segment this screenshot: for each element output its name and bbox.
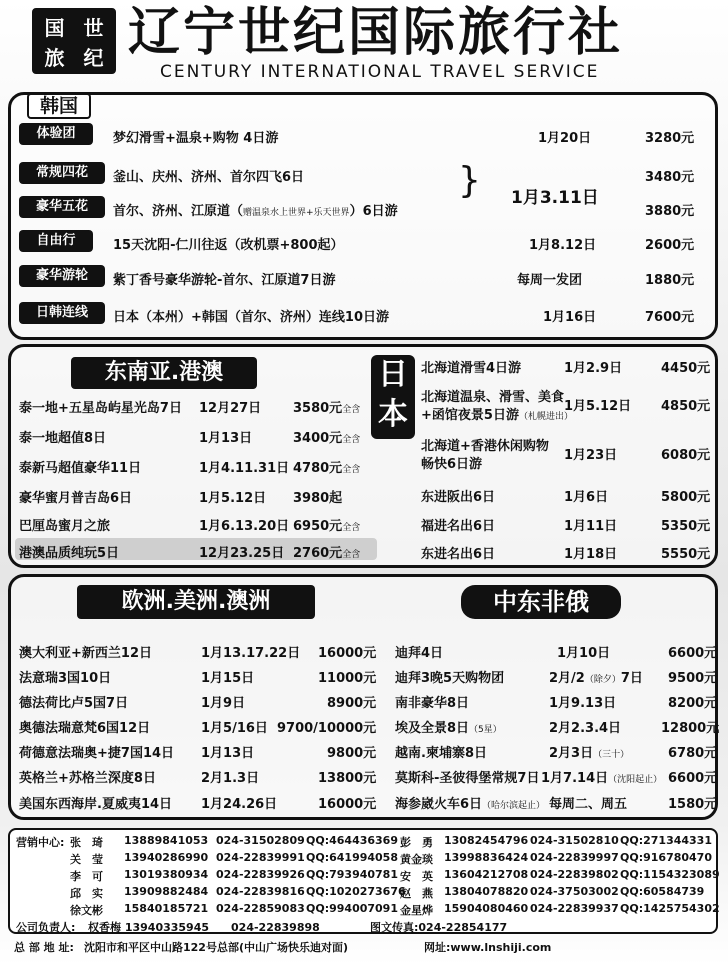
contact-name: 赵 燕 (400, 887, 433, 900)
mideast-name: 越南.柬埔寨8日 (395, 746, 487, 761)
japan-name: 东进名出6日 (421, 547, 496, 562)
mideast-name: 南非豪华8日 (395, 696, 470, 711)
europe-price: 9800元 (327, 746, 377, 761)
contact-qq: QQ:60584739 (620, 885, 705, 898)
contact-qq: QQ:1154323089 (620, 868, 720, 881)
logo-char: 国 (44, 15, 65, 40)
japan-name: 东进阪出6日 (421, 490, 496, 505)
contact-mobile: 13889841053 (124, 834, 209, 847)
korea-price: 7600元 (645, 310, 695, 325)
europe-date: 2月1.3日 (201, 771, 260, 786)
japan-date: 1月18日 (564, 547, 618, 562)
europe-price: 11000元 (318, 671, 377, 686)
contact-mobile: 13019380934 (124, 868, 209, 881)
mideast-price: 6600元 (668, 771, 718, 786)
logo-char: 旅 (44, 45, 65, 70)
korea-price: 3880元 (645, 204, 695, 219)
japan-price: 5550元 (661, 547, 711, 562)
contact-qq: QQ:916780470 (620, 851, 712, 864)
contact-phone: 024-22839802 (530, 868, 619, 881)
korea-desc: 紫丁香号豪华游轮-首尔、江原道7日游 (113, 273, 336, 288)
mideast-name: 莫斯科-圣彼得堡常规7日 (395, 771, 540, 786)
korea-price: 3280元 (645, 131, 695, 146)
contact-mobile: 15904080460 (444, 902, 529, 915)
sea-name: 巴厘岛蜜月之旅 (19, 519, 111, 534)
europe-name: 美国东西海岸.夏威夷14日 (19, 797, 173, 812)
contact-phone: 024-22839991 (216, 851, 305, 864)
sea-name: 泰一地+五星岛屿星光岛7日 (19, 401, 182, 416)
contact-name: 安 英 (400, 870, 433, 883)
mideast-name: 迪拜3晚5天购物团 (395, 671, 505, 686)
sea-price: 3400元全含 (293, 431, 361, 446)
mideast-date: 2月3日（三十） (549, 746, 630, 761)
japan-title: 日 本 (371, 355, 415, 439)
europe-date: 1月24.26日 (201, 797, 278, 812)
mideast-name: 埃及全景8日（5星） (395, 721, 502, 736)
japan-date: 1月5.12日 (564, 399, 632, 414)
mideast-name: 海参崴火车6日（哈尔滨起止） (395, 797, 546, 812)
japan-price: 4450元 (661, 361, 711, 376)
owner-label: 公司负责人: (16, 921, 76, 934)
korea-desc: 15天沈阳-仁川往返（改机票+800起） (113, 238, 344, 253)
mideast-name: 迪拜4日 (395, 646, 444, 661)
europe-mideast-panel (8, 574, 718, 820)
korea-price: 1880元 (645, 273, 695, 288)
contact-phone: 024-31502810 (530, 834, 619, 847)
contact-name: 徐文彬 (70, 904, 103, 917)
contact-mobile: 13909882484 (124, 885, 209, 898)
korea-price: 3480元 (645, 170, 695, 185)
europe-price: 9700/10000元 (277, 721, 377, 736)
mideast-price: 6780元 (668, 746, 718, 761)
contact-qq: QQ:271344331 (620, 834, 712, 847)
sea-price: 6950元全含 (293, 519, 361, 534)
contact-qq: QQ:1425754302 (620, 902, 720, 915)
sea-date: 1月4.11.31日 (199, 461, 290, 476)
fax: 图文传真:024-22854177 (370, 921, 508, 934)
mideast-price: 9500元 (668, 671, 718, 686)
contact-phone: 024-22839997 (530, 851, 619, 864)
korea-panel (8, 92, 718, 340)
korea-desc: 梦幻滑雪+温泉+购物 4日游 (113, 131, 279, 146)
contact-name: 关 莹 (70, 853, 103, 866)
korea-price: 2600元 (645, 238, 695, 253)
contact-mobile: 13940286990 (124, 851, 209, 864)
contact-qq: QQ:793940781 (306, 868, 398, 881)
europe-price: 13800元 (318, 771, 377, 786)
korea-tag: 日韩连线 (19, 302, 105, 324)
japan-name: 北海道温泉、滑雪、美食 (421, 390, 565, 405)
europe-date: 1月13日 (201, 746, 255, 761)
mideast-price: 6600元 (668, 646, 718, 661)
contact-name: 彭 勇 (400, 836, 433, 849)
japan-name: 北海道滑雪4日游 (421, 361, 522, 376)
contact-mobile: 13998836424 (444, 851, 529, 864)
contact-name: 张 琦 (70, 836, 103, 849)
sea-date: 1月6.13.20日 (199, 519, 290, 534)
contact-qq: QQ:994007091 (306, 902, 398, 915)
contact-mobile: 15840185721 (124, 902, 209, 915)
logo-char: 世 (83, 15, 104, 40)
mideast-date: 2月/2（除夕）7日 (549, 671, 643, 686)
korea-tag: 豪华游轮 (19, 265, 105, 287)
company-name-en: CENTURY INTERNATIONAL TRAVEL SERVICE (160, 62, 600, 82)
korea-desc: 釜山、庆州、济州、首尔四飞6日 (113, 170, 305, 185)
japan-date: 1月11日 (564, 519, 618, 534)
japan-date: 1月23日 (564, 448, 618, 463)
website-link[interactable]: 网址:www.lnshiji.com (424, 941, 552, 954)
mideast-date: 2月2.3.4日 (549, 721, 622, 736)
mideast-price: 1580元 (668, 797, 718, 812)
sea-date: 1月5.12日 (199, 491, 267, 506)
contact-phone: 024-31502809 (216, 834, 305, 847)
sea-date: 12月23.25日 (199, 546, 285, 561)
japan-name: 北海道+香港休闲购物 (421, 439, 549, 454)
japan-price: 5800元 (661, 490, 711, 505)
mideast-title: 中东非俄 (461, 585, 621, 619)
sea-name: 泰新马超值豪华11日 (19, 461, 142, 476)
korea-date: 1月20日 (538, 131, 592, 146)
contact-name: 李 可 (70, 870, 103, 883)
brace: } (458, 160, 481, 201)
korea-tag: 体验团 (19, 123, 93, 145)
contact-qq: QQ:641994058 (306, 851, 398, 864)
contact-name: 金星烨 (400, 904, 433, 917)
sea-name: 泰一地超值8日 (19, 431, 107, 446)
address: 沈阳市和平区中山路122号总部(中山广场快乐迪对面) (84, 941, 349, 954)
contact-name: 黄金琰 (400, 853, 433, 866)
contact-qq: QQ:1020273676 (306, 885, 406, 898)
europe-date: 1月5/16日 (201, 721, 268, 736)
europe-price: 16000元 (318, 646, 377, 661)
europe-name: 法意瑞3国10日 (19, 671, 112, 686)
japan-date: 1月6日 (564, 490, 609, 505)
mideast-price: 12800元 (661, 721, 720, 736)
company-logo (32, 8, 116, 74)
contact-phone: 024-22839937 (530, 902, 619, 915)
logo-char: 纪 (83, 45, 104, 70)
contact-phone: 024-22839926 (216, 868, 305, 881)
sea-date: 1月13日 (199, 431, 253, 446)
japan-date: 1月2.9日 (564, 361, 623, 376)
mideast-date: 1月10日 (557, 646, 611, 661)
korea-date: 1月8.12日 (529, 238, 597, 253)
contact-name: 邱 实 (70, 887, 103, 900)
europe-date: 1月9日 (201, 696, 246, 711)
contact-mobile: 13804078820 (444, 885, 529, 898)
japan-name: 福进名出6日 (421, 519, 496, 534)
mideast-date: 每周二、周五 (549, 797, 628, 812)
europe-name: 奥德法瑞意梵6国12日 (19, 721, 151, 736)
sea-date: 12月27日 (199, 401, 262, 416)
korea-tag: 常规四花 (19, 162, 105, 184)
korea-date: 每周一发团 (517, 273, 583, 288)
sea-price: 4780元全含 (293, 461, 361, 476)
korea-desc: 日本（本州）+韩国（首尔、济州）连线10日游 (113, 310, 389, 325)
europe-name: 德法荷比卢5国7日 (19, 696, 129, 711)
japan-name-line2: +函馆夜景5日游（札幌进出） (421, 408, 573, 423)
korea-date: 1月16日 (543, 310, 597, 325)
sales-center-label: 营销中心: (16, 836, 65, 849)
europe-date: 1月15日 (201, 671, 255, 686)
europe-price: 8900元 (327, 696, 377, 711)
mideast-price: 8200元 (668, 696, 718, 711)
europe-name: 英格兰+苏格兰深度8日 (19, 771, 156, 786)
korea-title: 韩国 (27, 93, 91, 119)
sea-price: 3580元全含 (293, 401, 361, 416)
europe-name: 荷德意法瑞奥+捷7国14日 (19, 746, 175, 761)
korea-tag: 自由行 (19, 230, 93, 252)
mideast-date: 1月9.13日 (549, 696, 617, 711)
contact-panel (8, 828, 718, 934)
company-name-cn: 辽宁世纪国际旅行社 (128, 3, 624, 63)
japan-price: 4850元 (661, 399, 711, 414)
europe-price: 16000元 (318, 797, 377, 812)
korea-desc: 首尔、济州、江原道（赠温泉水上世界+乐天世界）6日游 (113, 204, 398, 219)
contact-mobile: 13082454796 (444, 834, 529, 847)
sea-japan-panel (8, 344, 718, 568)
contact-phone: 024-22839816 (216, 885, 305, 898)
europe-date: 1月13.17.22日 (201, 646, 301, 661)
owner-info: 权香梅 13940335945 024-22839898 (88, 921, 320, 934)
japan-price: 5350元 (661, 519, 711, 534)
sea-title: 东南亚.港澳 (71, 357, 257, 389)
japan-price: 6080元 (661, 448, 711, 463)
korea-tag: 豪华五花 (19, 196, 105, 218)
contact-phone: 024-22859083 (216, 902, 305, 915)
sea-price: 2760元全含 (293, 546, 361, 561)
contact-phone: 024-37503002 (530, 885, 619, 898)
japan-name-line2: 畅快6日游 (421, 457, 483, 472)
contact-mobile: 13604212708 (444, 868, 529, 881)
sea-name: 豪华蜜月普吉岛6日 (19, 491, 133, 506)
europe-name: 澳大利亚+新西兰12日 (19, 646, 152, 661)
sea-name: 港澳品质纯玩5日 (19, 546, 120, 561)
mideast-date: 1月7.14日（沈阳起止） (541, 771, 663, 786)
address-label: 总 部 地 址: (14, 941, 74, 954)
korea-shared-date: 1月3.11日 (511, 188, 599, 208)
europe-title: 欧洲.美洲.澳洲 (77, 585, 315, 619)
contact-qq: QQ:464436369 (306, 834, 398, 847)
sea-price: 3980起 (293, 491, 343, 506)
